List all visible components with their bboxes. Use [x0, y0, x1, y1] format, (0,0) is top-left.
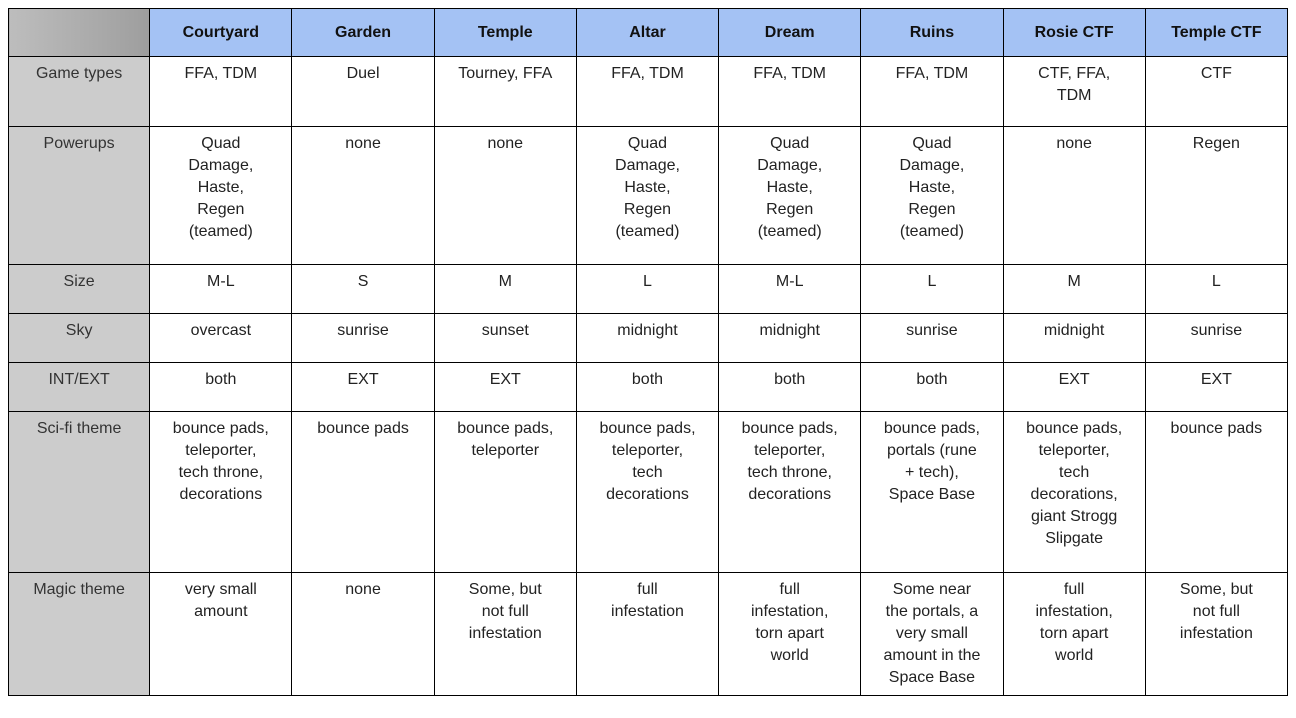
table-cell: midnight: [1003, 314, 1145, 363]
table-cell: Some, but not full infestation: [434, 573, 576, 696]
row-header-game-types: Game types: [9, 57, 150, 127]
table-cell: Quad Damage, Haste, Regen (teamed): [576, 127, 718, 265]
header-row: [9, 9, 1288, 57]
table-cell: full infestation, torn apart world: [719, 573, 861, 696]
row-header-magic-theme: Magic theme: [9, 573, 150, 696]
column-header-rosie-ctf: Rosie CTF: [1003, 9, 1145, 57]
table-cell: FFA, TDM: [861, 57, 1003, 127]
table-cell: M: [434, 265, 576, 314]
corner-cell: [9, 9, 150, 57]
table-cell: Regen: [1145, 127, 1287, 265]
row-powerups: [9, 127, 1288, 265]
table-cell: both: [576, 363, 718, 412]
table-cell: midnight: [719, 314, 861, 363]
table-cell: Some near the portals, a very small amount in the Space Base: [861, 573, 1003, 696]
column-header-dream: Dream: [719, 9, 861, 57]
table-cell: sunrise: [861, 314, 1003, 363]
table-cell: bounce pads: [292, 412, 434, 573]
table-cell: M: [1003, 265, 1145, 314]
table-cell: very small amount: [150, 573, 292, 696]
table-cell: L: [1145, 265, 1287, 314]
table-cell: Quad Damage, Haste, Regen (teamed): [150, 127, 292, 265]
table-cell: sunset: [434, 314, 576, 363]
table-cell: Quad Damage, Haste, Regen (teamed): [861, 127, 1003, 265]
table-cell: none: [292, 127, 434, 265]
table-cell: full infestation, torn apart world: [1003, 573, 1145, 696]
map-comparison-table: [8, 8, 1288, 696]
table-cell: Tourney, FFA: [434, 57, 576, 127]
table-cell: EXT: [434, 363, 576, 412]
table-cell: overcast: [150, 314, 292, 363]
row-int-ext: [9, 363, 1288, 412]
row-header-size: Size: [9, 265, 150, 314]
table-cell: EXT: [292, 363, 434, 412]
row-sci-fi-theme: [9, 412, 1288, 573]
table-cell: full infestation: [576, 573, 718, 696]
table-cell: none: [434, 127, 576, 265]
table-cell: S: [292, 265, 434, 314]
map-comparison-table-wrapper: [8, 8, 1288, 696]
table-cell: midnight: [576, 314, 718, 363]
column-header-temple-ctf: Temple CTF: [1145, 9, 1287, 57]
row-game-types: [9, 57, 1288, 127]
column-header-ruins: Ruins: [861, 9, 1003, 57]
table-cell: sunrise: [1145, 314, 1287, 363]
table-cell: L: [576, 265, 718, 314]
row-header-sci-fi-theme: Sci-fi theme: [9, 412, 150, 573]
table-cell: CTF: [1145, 57, 1287, 127]
table-cell: EXT: [1003, 363, 1145, 412]
table-cell: CTF, FFA, TDM: [1003, 57, 1145, 127]
table-cell: L: [861, 265, 1003, 314]
row-size: [9, 265, 1288, 314]
row-magic-theme: [9, 573, 1288, 696]
table-cell: bounce pads, teleporter, tech decorations: [576, 412, 718, 573]
table-cell: bounce pads: [1145, 412, 1287, 573]
table-cell: Duel: [292, 57, 434, 127]
table-cell: bounce pads, teleporter, tech throne, decorations: [150, 412, 292, 573]
column-header-altar: Altar: [576, 9, 718, 57]
table-cell: sunrise: [292, 314, 434, 363]
table-cell: Some, but not full infestation: [1145, 573, 1287, 696]
table-cell: bounce pads, portals (rune + tech), Space Base: [861, 412, 1003, 573]
column-header-garden: Garden: [292, 9, 434, 57]
table-cell: both: [150, 363, 292, 412]
table-cell: EXT: [1145, 363, 1287, 412]
table-cell: both: [719, 363, 861, 412]
table-cell: Quad Damage, Haste, Regen (teamed): [719, 127, 861, 265]
table-cell: M-L: [719, 265, 861, 314]
table-cell: none: [1003, 127, 1145, 265]
column-header-temple: Temple: [434, 9, 576, 57]
table-cell: M-L: [150, 265, 292, 314]
table-cell: bounce pads, teleporter: [434, 412, 576, 573]
table-cell: FFA, TDM: [576, 57, 718, 127]
table-cell: both: [861, 363, 1003, 412]
table-cell: FFA, TDM: [719, 57, 861, 127]
row-header-int-ext: INT/EXT: [9, 363, 150, 412]
table-cell: none: [292, 573, 434, 696]
row-sky: [9, 314, 1288, 363]
table-cell: FFA, TDM: [150, 57, 292, 127]
table-cell: bounce pads, teleporter, tech throne, decorations: [719, 412, 861, 573]
column-header-courtyard: Courtyard: [150, 9, 292, 57]
row-header-sky: Sky: [9, 314, 150, 363]
row-header-powerups: Powerups: [9, 127, 150, 265]
table-cell: bounce pads, teleporter, tech decorations, giant Strogg Slipgate: [1003, 412, 1145, 573]
